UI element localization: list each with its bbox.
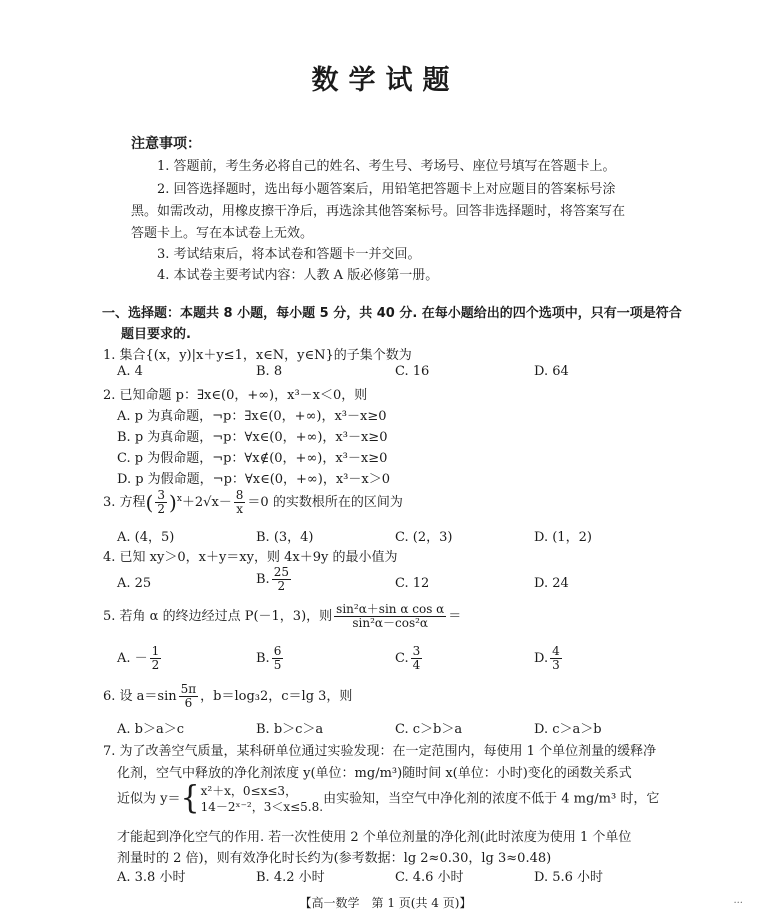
q4-stem: 4. 已知 xy＞0，x＋y＝xy，则 4x＋9y 的最小值为 xyxy=(103,550,398,565)
q3-option-c: C. (2，3) xyxy=(395,530,453,545)
notice-item-2c: 答题卡上。写在本试卷上无效。 xyxy=(131,226,314,241)
section-heading-cont: 题目要求的. xyxy=(121,327,191,342)
q7-option-b: B. 4.2 小时 xyxy=(256,870,325,885)
q5-option-d: D. $\frac{4}{3}$ xyxy=(534,644,560,673)
page-footer: 【高一数学 第 1 页(共 4 页)】 xyxy=(299,896,472,910)
q1-stem: 1. 集合{(x，y)|x＋y≤1，x∈N，y∈N}的子集个数为 xyxy=(103,348,412,363)
page-mark: ... xyxy=(733,895,743,906)
q6-option-a: A. b＞a＞c xyxy=(117,722,185,737)
q6-option-d: D. c＞a＞b xyxy=(534,722,602,737)
q2-option-d: D. p 为假命题，¬p：∀x∈(0，+∞)，x³－x＞0 xyxy=(117,472,390,487)
q7-option-d: D. 5.6 小时 xyxy=(534,870,604,885)
q4-option-d: D. 24 xyxy=(534,576,569,591)
page-title: 数学试题 xyxy=(311,65,460,96)
q7-option-c: C. 4.6 小时 xyxy=(395,870,464,885)
notice-item-4: 4. 本试卷主要考试内容：人教 A 版必修第一册。 xyxy=(157,268,439,283)
q1-option-a: A. 4 xyxy=(117,364,143,379)
notice-item-3: 3. 考试结束后，将本试卷和答题卡一并交回。 xyxy=(157,247,421,262)
q7-line-2: 化剂，空气中释放的净化剂浓度 y(单位：mg/m³)随时间 x(单位：小时)变化的函数关系式 xyxy=(117,766,632,781)
notice-item-1: 1. 答题前，考生务必将自己的姓名、考生号、考场号、座位号填写在答题卡上。 xyxy=(157,159,616,174)
q7-piecewise: x²＋x，0≤x≤3， 14－2ˣ⁻²，3＜x≤5.8. xyxy=(200,784,324,815)
q3-stem: 3. 方程( $\frac{3}{2}$ )$^x$＋2√x－ $\frac{8}{x}$ ＝0 的实数根所在的区间为 xyxy=(103,488,403,517)
q2-stem: 2. 已知命题 p：∃x∈(0，+∞)，x³－x＜0，则 xyxy=(103,388,368,403)
q2-option-c: C. p 为假命题，¬p：∀x∉(0，+∞)，x³－x≥0 xyxy=(117,451,388,466)
q3-fraction: $\frac{8}{x}$ xyxy=(235,488,244,517)
q3-option-b: B. (3，4) xyxy=(256,530,314,545)
q1-option-c: C. 16 xyxy=(395,364,430,379)
q6-fraction: $\frac{5\pi}{6}$ xyxy=(180,682,197,711)
q6-option-c: C. c＞b＞a xyxy=(395,722,463,737)
q2-option-b: B. p 为真命题，¬p：∀x∈(0，+∞)，x³－x≥0 xyxy=(117,430,388,445)
q7-option-a: A. 3.8 小时 xyxy=(117,870,186,885)
q6-option-b: B. b＞c＞a xyxy=(256,722,324,737)
q3-base-fraction: $\frac{3}{2}$ xyxy=(157,488,165,517)
q7-line-4: 才能起到净化空气的作用. 若一次性使用 2 个单位剂量的净化剂(此时浓度为使用 1 个单位 xyxy=(117,830,632,845)
q1-option-b: B. 8 xyxy=(256,364,283,379)
q5-option-b: B. $\frac{6}{5}$ xyxy=(256,644,282,673)
notice-item-2a: 2. 回答选择题时，选出每小题答案后，用铅笔把答题卡上对应题目的答案标号涂 xyxy=(157,182,616,197)
q7-line-3: 近似为 y＝{ x²＋x，0≤x≤3， 14－2ˣ⁻²，3＜x≤5.8. 由实验知，当空气中净化剂的浓度不低于 4 mg/m³ 时，它 xyxy=(117,780,660,818)
q1-option-d: D. 64 xyxy=(534,364,569,379)
notice-item-2b: 黑。如需改动，用橡皮擦干净后，再选涂其他答案标号。回答非选择题时，将答案写在 xyxy=(131,204,626,219)
brace-symbol: { xyxy=(180,780,200,818)
q4-option-b: B. $\frac{25}{2}$ xyxy=(256,565,289,594)
q7-line-5: 剂量时的 2 倍)，则有效净化时长约为(参考数据：lg 2≈0.30，lg 3≈0.48) xyxy=(117,851,552,866)
q7-line-1: 7. 为了改善空气质量，某科研单位通过实验发现：在一定范围内，每使用 1 个单位剂量的缓释净 xyxy=(103,744,657,759)
q4-option-c: C. 12 xyxy=(395,576,430,591)
q2-option-a: A. p 为真命题，¬p：∃x∈(0，+∞)，x³－x≥0 xyxy=(117,409,387,424)
q3-option-a: A. (4，5) xyxy=(117,530,175,545)
notice-heading: 注意事项： xyxy=(131,136,201,152)
q3-option-d: D. (1，2) xyxy=(534,530,592,545)
q5-stem: 5. 若角 α 的终边经过点 P(－1，3)，则 $\frac{\text{sin²α＋sin α cos α}}{\text{sin²α－cos²α}}$ ＝ xyxy=(103,602,462,631)
q6-stem: 6. 设 a＝sin $\frac{5\pi}{6}$ ，b＝log₃2，c＝lg 3，则 xyxy=(103,682,353,711)
q5-fraction: $\frac{\text{sin²α＋sin α cos α}}{\text{sin²α－cos²α}}$ xyxy=(336,602,445,631)
q4-option-a: A. 25 xyxy=(117,576,152,591)
section-heading: 一、选择题：本题共 8 小题，每小题 5 分，共 40 分. 在每小题给出的四个选项中，只有一项是符合 xyxy=(102,306,682,321)
q5-option-a: A. － $\frac{1}{2}$ xyxy=(117,644,160,673)
q5-option-c: C. $\frac{3}{4}$ xyxy=(395,644,421,673)
